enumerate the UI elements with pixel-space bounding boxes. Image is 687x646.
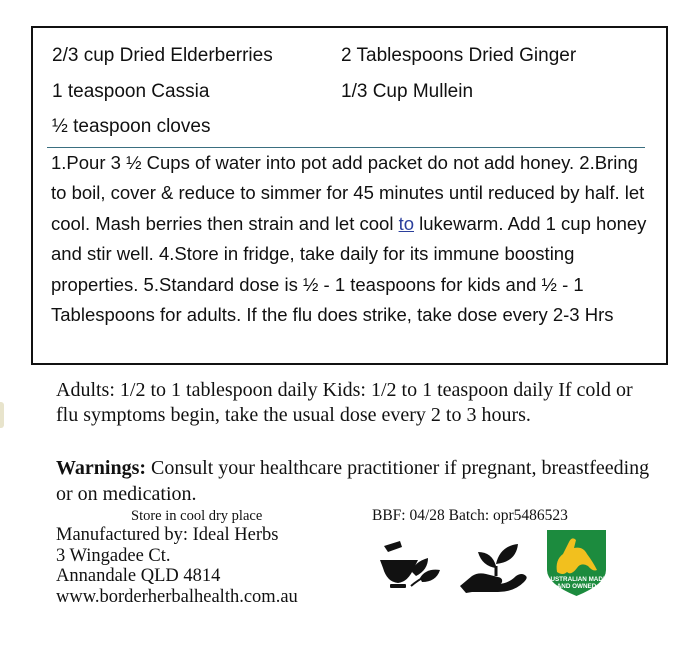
manufacturer-website: www.borderherbalhealth.com.au [56, 586, 298, 607]
ingredient-mullein: 1/3 Cup Mullein [341, 81, 474, 102]
method-part-2: lukewarm. Add 1 cup honey and stir well. 4.Store in fridge, take daily for its immune boosting properties. 5.Standard dose is ½ - 1 teaspoons for kids and ½ - 1 Tablespoons for adults. If the flu does strike, take dose every 2-3 Hrs [51, 212, 647, 326]
badge-line-1: AUSTRALIAN MADE [545, 576, 608, 583]
method-underlined-word: to [398, 212, 415, 234]
manufacturer-city: Annandale QLD 4814 [56, 566, 221, 586]
storage-instruction: Store in cool dry place [131, 508, 263, 524]
dosage-text: Adults: 1/2 to 1 tablespoon daily Kids: 1/2 to 1 teaspoon daily If cold or flu symptoms begin, take the usual dose every 2 to 3 hours. [56, 379, 633, 426]
ingredient-ginger: 2 Tablespoons Dried Ginger [341, 45, 577, 66]
badge-line-2: AND OWNED [556, 583, 597, 590]
mortar-pestle-icon [378, 538, 442, 592]
manufacturer-block [56, 525, 298, 607]
ingredient-cloves: ½ teaspoon cloves [52, 116, 211, 137]
method-part-1: 1.Pour 3 ½ Cups of water into pot add packet do not add honey. 2.Bring to boil, cover & reduce to simmer for 45 minutes until reduced by half. let cool. Mash berries then strain and let cool [51, 152, 645, 234]
batch-info: BBF: 04/28 Batch: opr5486523 [372, 507, 568, 524]
warnings-body: Consult your healthcare practitioner if pregnant, breastfeeding or on medication. [56, 457, 650, 505]
decorative-edge [0, 402, 4, 428]
method-text [51, 148, 651, 330]
warnings-label: Warnings: [56, 457, 147, 479]
manufacturer-street: 3 Wingadee Ct. [56, 545, 171, 566]
ingredient-cassia: 1 teaspoon Cassia [52, 81, 210, 102]
ingredient-elderberries: 2/3 cup Dried Elderberries [52, 45, 273, 66]
warnings-text [56, 455, 656, 507]
manufacturer-name: Manufactured by: Ideal Herbs [56, 525, 279, 545]
hand-plant-icon [458, 540, 530, 594]
recipe-box [31, 26, 668, 365]
australian-made-logo [541, 526, 612, 598]
